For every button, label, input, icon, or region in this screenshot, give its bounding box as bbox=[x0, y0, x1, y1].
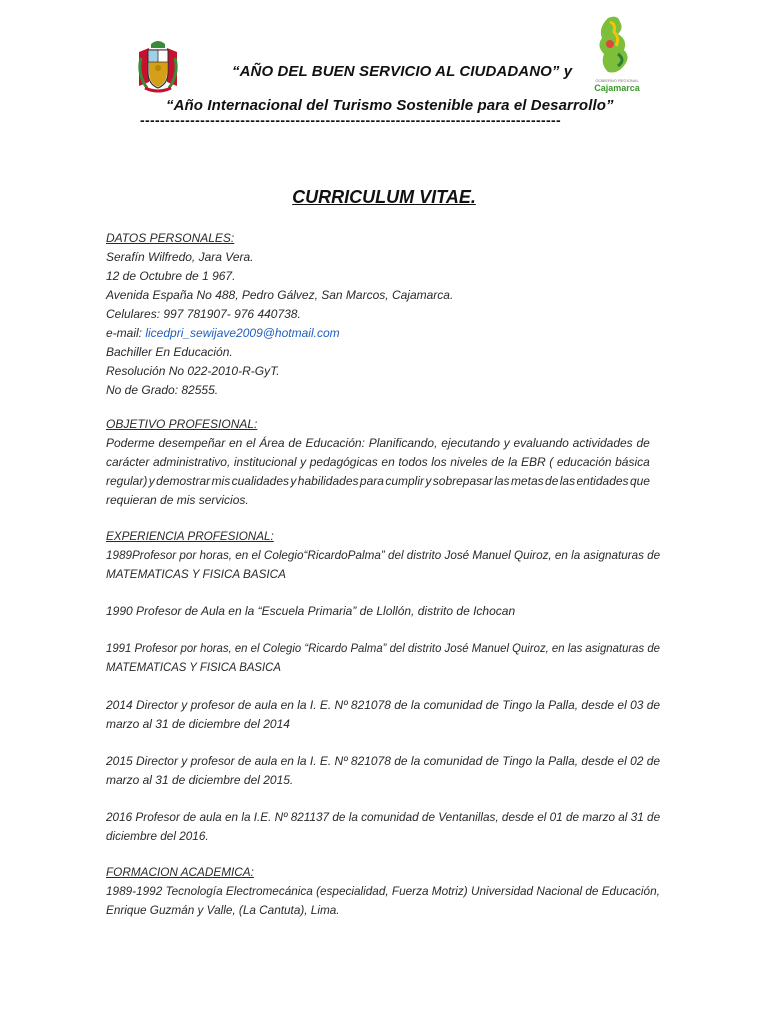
word: básica bbox=[615, 455, 650, 469]
experience-entry-line: 1991 Profesor por horas, en el Colegio “Ricardo Palma” del distrito José Manuel Quiroz, en las asignaturas de bbox=[106, 641, 660, 655]
header-divider: ------------------------------------------------------------------------------------ bbox=[140, 112, 562, 128]
word: habilidades bbox=[297, 474, 359, 488]
word: de bbox=[491, 455, 505, 469]
experience-entry-line: 2014 Director y profesor de aula en la I. E. Nº 821078 de la comunidad de Tingo la Palla, desde el 03 de bbox=[106, 698, 661, 712]
word: y bbox=[300, 455, 307, 469]
personal-name: Serafín Wilfredo, Jara Vera. bbox=[106, 250, 254, 264]
personal-birth: 12 de Octubre de 1 967. bbox=[106, 269, 236, 283]
word: Planificando, bbox=[368, 436, 438, 450]
education-line: 1989-1992 Tecnología Electromecánica (especialidad, Fuerza Motriz) Universidad Nacional de Educación, bbox=[106, 884, 660, 898]
word: mis bbox=[211, 474, 231, 488]
word: cualidades bbox=[231, 474, 289, 488]
email-link[interactable]: licedpri_sewijave2009@hotmail.com bbox=[145, 326, 340, 340]
experience-entry-line: 2016 Profesor de aula en la I.E. Nº 821137 de la comunidad de Ventanillas, desde el 01 de marzo al 31 de bbox=[106, 810, 661, 824]
word: actividades bbox=[572, 436, 633, 450]
word: regular) bbox=[106, 474, 148, 488]
word: de bbox=[545, 474, 559, 488]
region-logo-text: Cajamarca bbox=[594, 83, 640, 93]
word: de bbox=[288, 436, 302, 450]
word: en bbox=[381, 455, 395, 469]
word: las bbox=[494, 474, 510, 488]
section-heading-experience: EXPERIENCIA PROFESIONAL: bbox=[106, 529, 274, 543]
word: y bbox=[425, 474, 432, 488]
word: de bbox=[636, 436, 650, 450]
word: cumplir bbox=[385, 474, 424, 488]
personal-data-section bbox=[106, 229, 453, 400]
personal-address: Avenida España No 488, Pedro Gálvez, San Marcos, Cajamarca. bbox=[106, 288, 454, 302]
education-section bbox=[106, 863, 671, 920]
word: y bbox=[148, 474, 155, 488]
word: administrativo, bbox=[152, 455, 231, 469]
word: ejecutando bbox=[441, 436, 500, 450]
experience-entry-line: 1990 Profesor de Aula en la “Escuela Primaria” de Llollón, distrito de Ichocan bbox=[106, 604, 516, 618]
education-line: Enrique Guzmán y Valle, (La Cantuta), Lima. bbox=[106, 903, 340, 917]
word: metas bbox=[510, 474, 544, 488]
word: ( bbox=[549, 455, 554, 469]
word: entidades bbox=[576, 474, 629, 488]
personal-phones: Celulares: 997 781907- 976 440738. bbox=[106, 307, 301, 321]
word: demostrar bbox=[156, 474, 211, 488]
word: Área bbox=[259, 436, 285, 450]
word: evaluando bbox=[513, 436, 569, 450]
experience-entry-line: MATEMATICAS Y FISICA BASICA bbox=[106, 660, 281, 674]
header-slogan-2: “Año Internacional del Turismo Sostenible para el Desarrollo” bbox=[166, 97, 614, 114]
word: que bbox=[629, 474, 650, 488]
word: para bbox=[359, 474, 384, 488]
experience-entry bbox=[106, 808, 671, 846]
experience-entry-line: diciembre del 2016. bbox=[106, 829, 209, 843]
word: las bbox=[559, 474, 576, 488]
experience-entry-line: 2015 Director y profesor de aula en la I. E. Nº 821078 de la comunidad de Tingo la Palla, desde el 02 de bbox=[106, 754, 661, 768]
word: el bbox=[246, 436, 256, 450]
personal-resolution: Resolución No 022-2010-R-GyT. bbox=[106, 364, 280, 378]
personal-email-row bbox=[106, 324, 453, 343]
experience-entry bbox=[106, 602, 515, 621]
word: EBR bbox=[520, 455, 546, 469]
word: Educación: bbox=[305, 436, 365, 450]
word: institucional bbox=[233, 455, 297, 469]
word: la bbox=[508, 455, 518, 469]
word: y bbox=[290, 474, 297, 488]
page-title: CURRICULUM VITAE. bbox=[292, 187, 476, 207]
personal-degree: Bachiller En Educación. bbox=[106, 345, 233, 359]
word: los bbox=[431, 455, 447, 469]
section-heading-education: FORMACION ACADEMICA: bbox=[106, 865, 254, 879]
personal-degree-number: No de Grado: 82555. bbox=[106, 383, 219, 397]
experience-entry-line: 1989Profesor por horas, en el Colegio“RicardoPalma” del distrito José Manuel Quiroz, en la asignaturas de bbox=[106, 548, 661, 562]
section-heading-objective: OBJETIVO PROFESIONAL: bbox=[106, 417, 258, 431]
header-slogan-1: “AÑO DEL BUEN SERVICIO AL CIUDADANO” y bbox=[232, 63, 573, 80]
word: educación bbox=[556, 455, 612, 469]
word: pedagógicas bbox=[309, 455, 378, 469]
objective-line: requieran de mis servicios. bbox=[106, 493, 249, 507]
experience-entry-line: marzo al 31 de diciembre del 2015. bbox=[106, 773, 294, 787]
word: y bbox=[503, 436, 510, 450]
cajamarca-region-logo-icon bbox=[588, 14, 646, 94]
objective-line bbox=[106, 472, 650, 491]
objective-line bbox=[106, 453, 650, 472]
word: en bbox=[228, 436, 243, 450]
peru-coat-of-arms-icon bbox=[133, 38, 183, 96]
section-heading-experience-wrap bbox=[106, 527, 675, 584]
word: niveles bbox=[450, 455, 488, 469]
experience-entry bbox=[106, 639, 691, 677]
objective-line bbox=[106, 434, 650, 453]
word: carácter bbox=[106, 455, 150, 469]
experience-entry bbox=[106, 752, 661, 790]
experience-entry-line: marzo al 31 de diciembre del 2014 bbox=[106, 717, 290, 731]
region-logo-small-text: GOBIERNO REGIONAL bbox=[595, 78, 639, 83]
section-heading-personal: DATOS PERSONALES: bbox=[106, 231, 235, 245]
word: todos bbox=[398, 455, 428, 469]
experience-entry-line: MATEMATICAS Y FISICA BASICA bbox=[106, 567, 286, 581]
word: sobrepasar bbox=[432, 474, 493, 488]
word: desempeñar bbox=[158, 436, 226, 450]
email-label: e-mail: bbox=[106, 326, 146, 340]
experience-entry bbox=[106, 696, 661, 734]
objective-section bbox=[106, 415, 650, 510]
word: Poderme bbox=[106, 436, 155, 450]
